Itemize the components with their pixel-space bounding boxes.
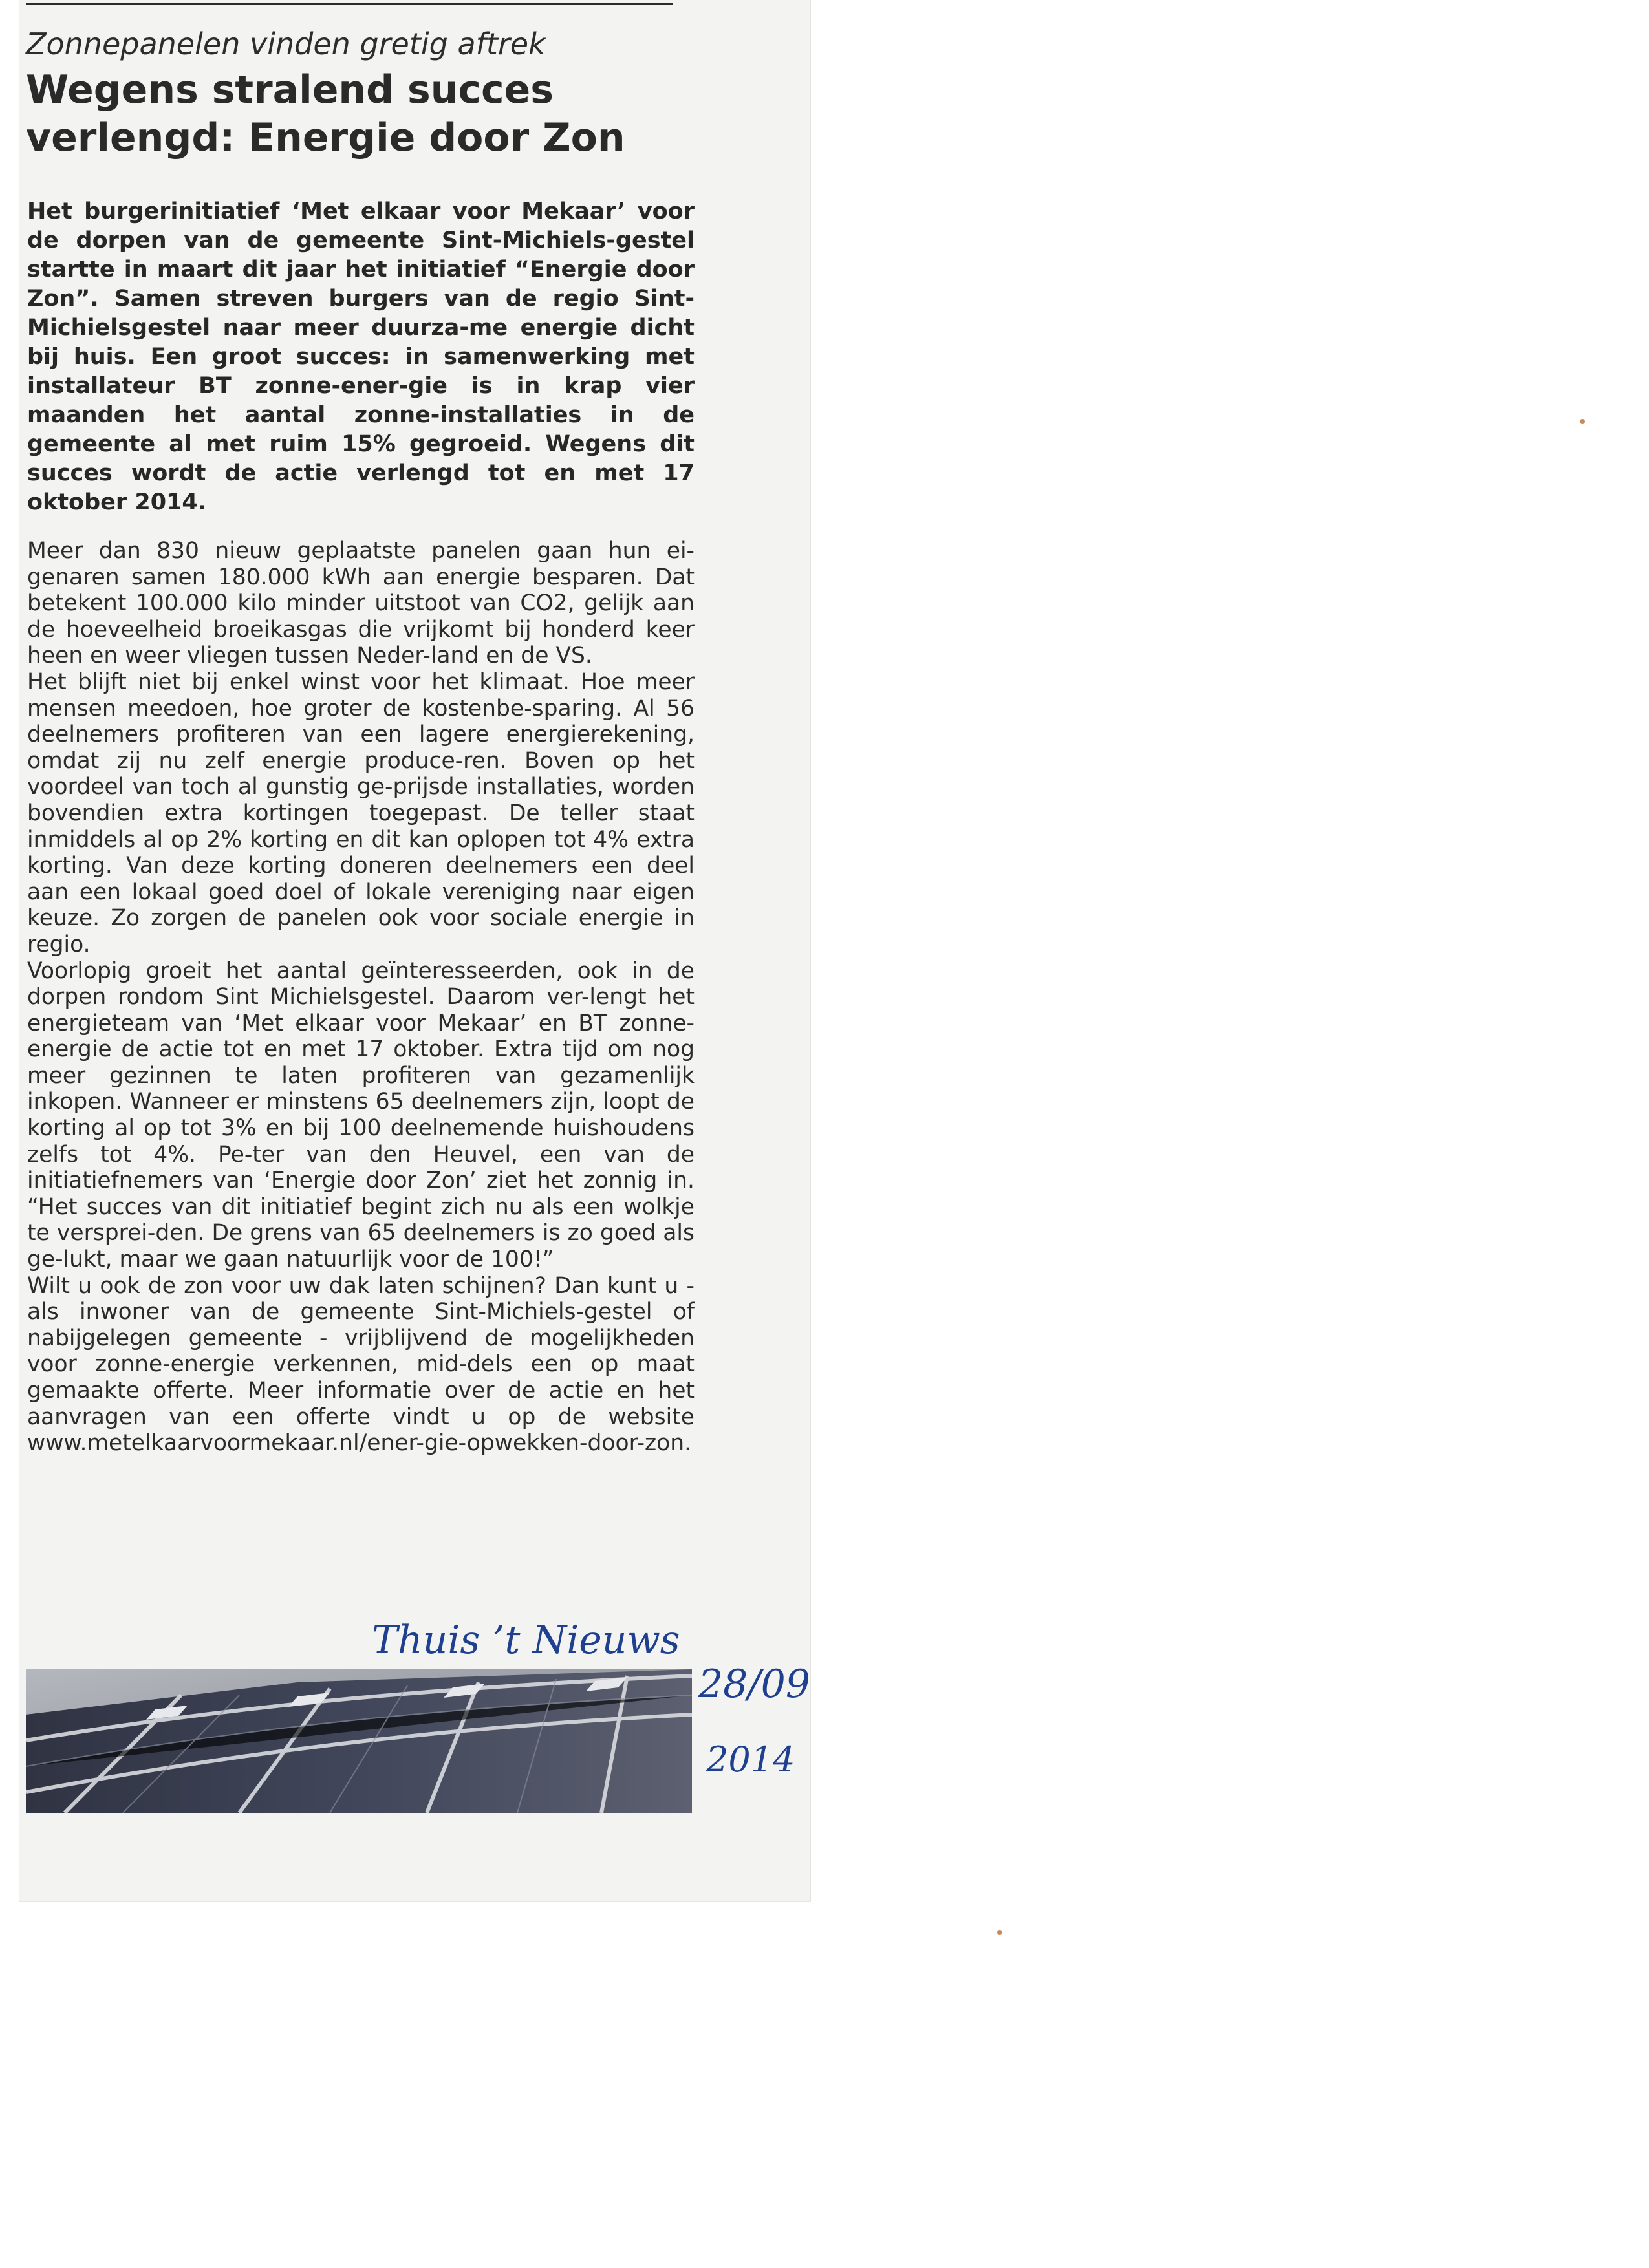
top-rule bbox=[26, 3, 673, 5]
handwritten-source: Thuis ’t Nieuws bbox=[372, 1618, 680, 1663]
handwritten-year: 2014 bbox=[706, 1739, 795, 1780]
solar-panels-photo bbox=[26, 1669, 692, 1813]
scan-speck bbox=[997, 1930, 1002, 1935]
headline-line-1: Wegens stralend succes bbox=[26, 67, 554, 112]
article-headline bbox=[26, 66, 698, 162]
body-paragraph: Voorlopig groeit het aantal geïnteresseerden, ook in de dorpen rondom Sint Michielsgestel. Daarom ver-lengt het energieteam van ‘Met elkaar voor Mekaar’ en BT zonne-energie de actie tot en met 17 oktober. Extra tijd om nog meer gezinnen te laten profiteren van gezamenlijk inkopen. Wanneer er minstens 65 deelnemers zijn, loopt de korting al op tot 3% en bij 100 deelnemende huishoudens zelfs tot 4%. Pe-ter van den Heuvel, een van de initiatiefnemers van ‘Energie door Zon’ ziet het zonnig in. “Het succes van dit initiatief begint zich nu als een wolkje te versprei-den. De grens van 65 deelnemers is zo goed als ge-lukt, maar we gaan natuurlijk voor de 100!” bbox=[27, 957, 695, 1273]
article-lead: Het burgerinitiatief ‘Met elkaar voor Mekaar’ voor de dorpen van de gemeente Sint-Michiels-gestel startte in maart dit jaar het initiatief “Energie door Zon”. Samen streven burgers van de regio Sint-Michielsgestel naar meer duurza-me energie dicht bij huis. Een groot succes: in samenwerking met installateur BT zonne-ener-gie is in krap vier maanden het aantal zonne-installaties in de gemeente al met ruim 15% gegroeid. Wegens dit succes wordt de actie verlengd tot en met 17 oktober 2014. bbox=[27, 198, 695, 515]
article-kicker: Zonnepanelen vinden gretig aftrek bbox=[26, 27, 546, 61]
scan-speck bbox=[1580, 419, 1585, 424]
article-body bbox=[27, 538, 695, 1457]
body-paragraph: Meer dan 830 nieuw geplaatste panelen gaan hun ei-genaren samen 180.000 kWh aan energie besparen. Dat betekent 100.000 kilo minder uitstoot van CO2, gelijk aan de hoeveelheid broeikasgas die vrijkomt bij honderd keer heen en weer vliegen tussen Neder-land en de VS. bbox=[27, 538, 695, 669]
body-paragraph: Het blijft niet bij enkel winst voor het klimaat. Hoe meer mensen meedoen, hoe groter de kostenbe-sparing. Al 56 deelnemers profiteren van een lagere energierekening, omdat zij nu zelf energie produce-ren. Boven op het voordeel van toch al gunstig ge-prijsde installaties, worden bovendien extra kortingen toegepast. De teller staat inmiddels al op 2% korting en dit kan oplopen tot 4% extra korting. Van deze korting doneren deelnemers een deel aan een lokaal goed doel of lokale vereniging naar eigen keuze. Zo zorgen de panelen ook voor sociale energie in regio. bbox=[27, 669, 695, 957]
headline-line-2: verlengd: Energie door Zon bbox=[26, 115, 625, 160]
handwritten-date: 28/09 bbox=[698, 1662, 810, 1707]
body-paragraph: Wilt u ook de zon voor uw dak laten schijnen? Dan kunt u - als inwoner van de gemeente Sint-Michiels-gestel of nabijgelegen gemeente - vrijblijvend de mogelijkheden voor zonne-energie verkennen, mid-dels een op maat gemaakte offerte. Meer informatie over de actie en het aanvragen van een offerte vindt u op de website www.metelkaarvoormekaar.nl/ener-gie-opwekken-door-zon. bbox=[27, 1272, 695, 1457]
solar-panels-illustration bbox=[26, 1669, 692, 1813]
